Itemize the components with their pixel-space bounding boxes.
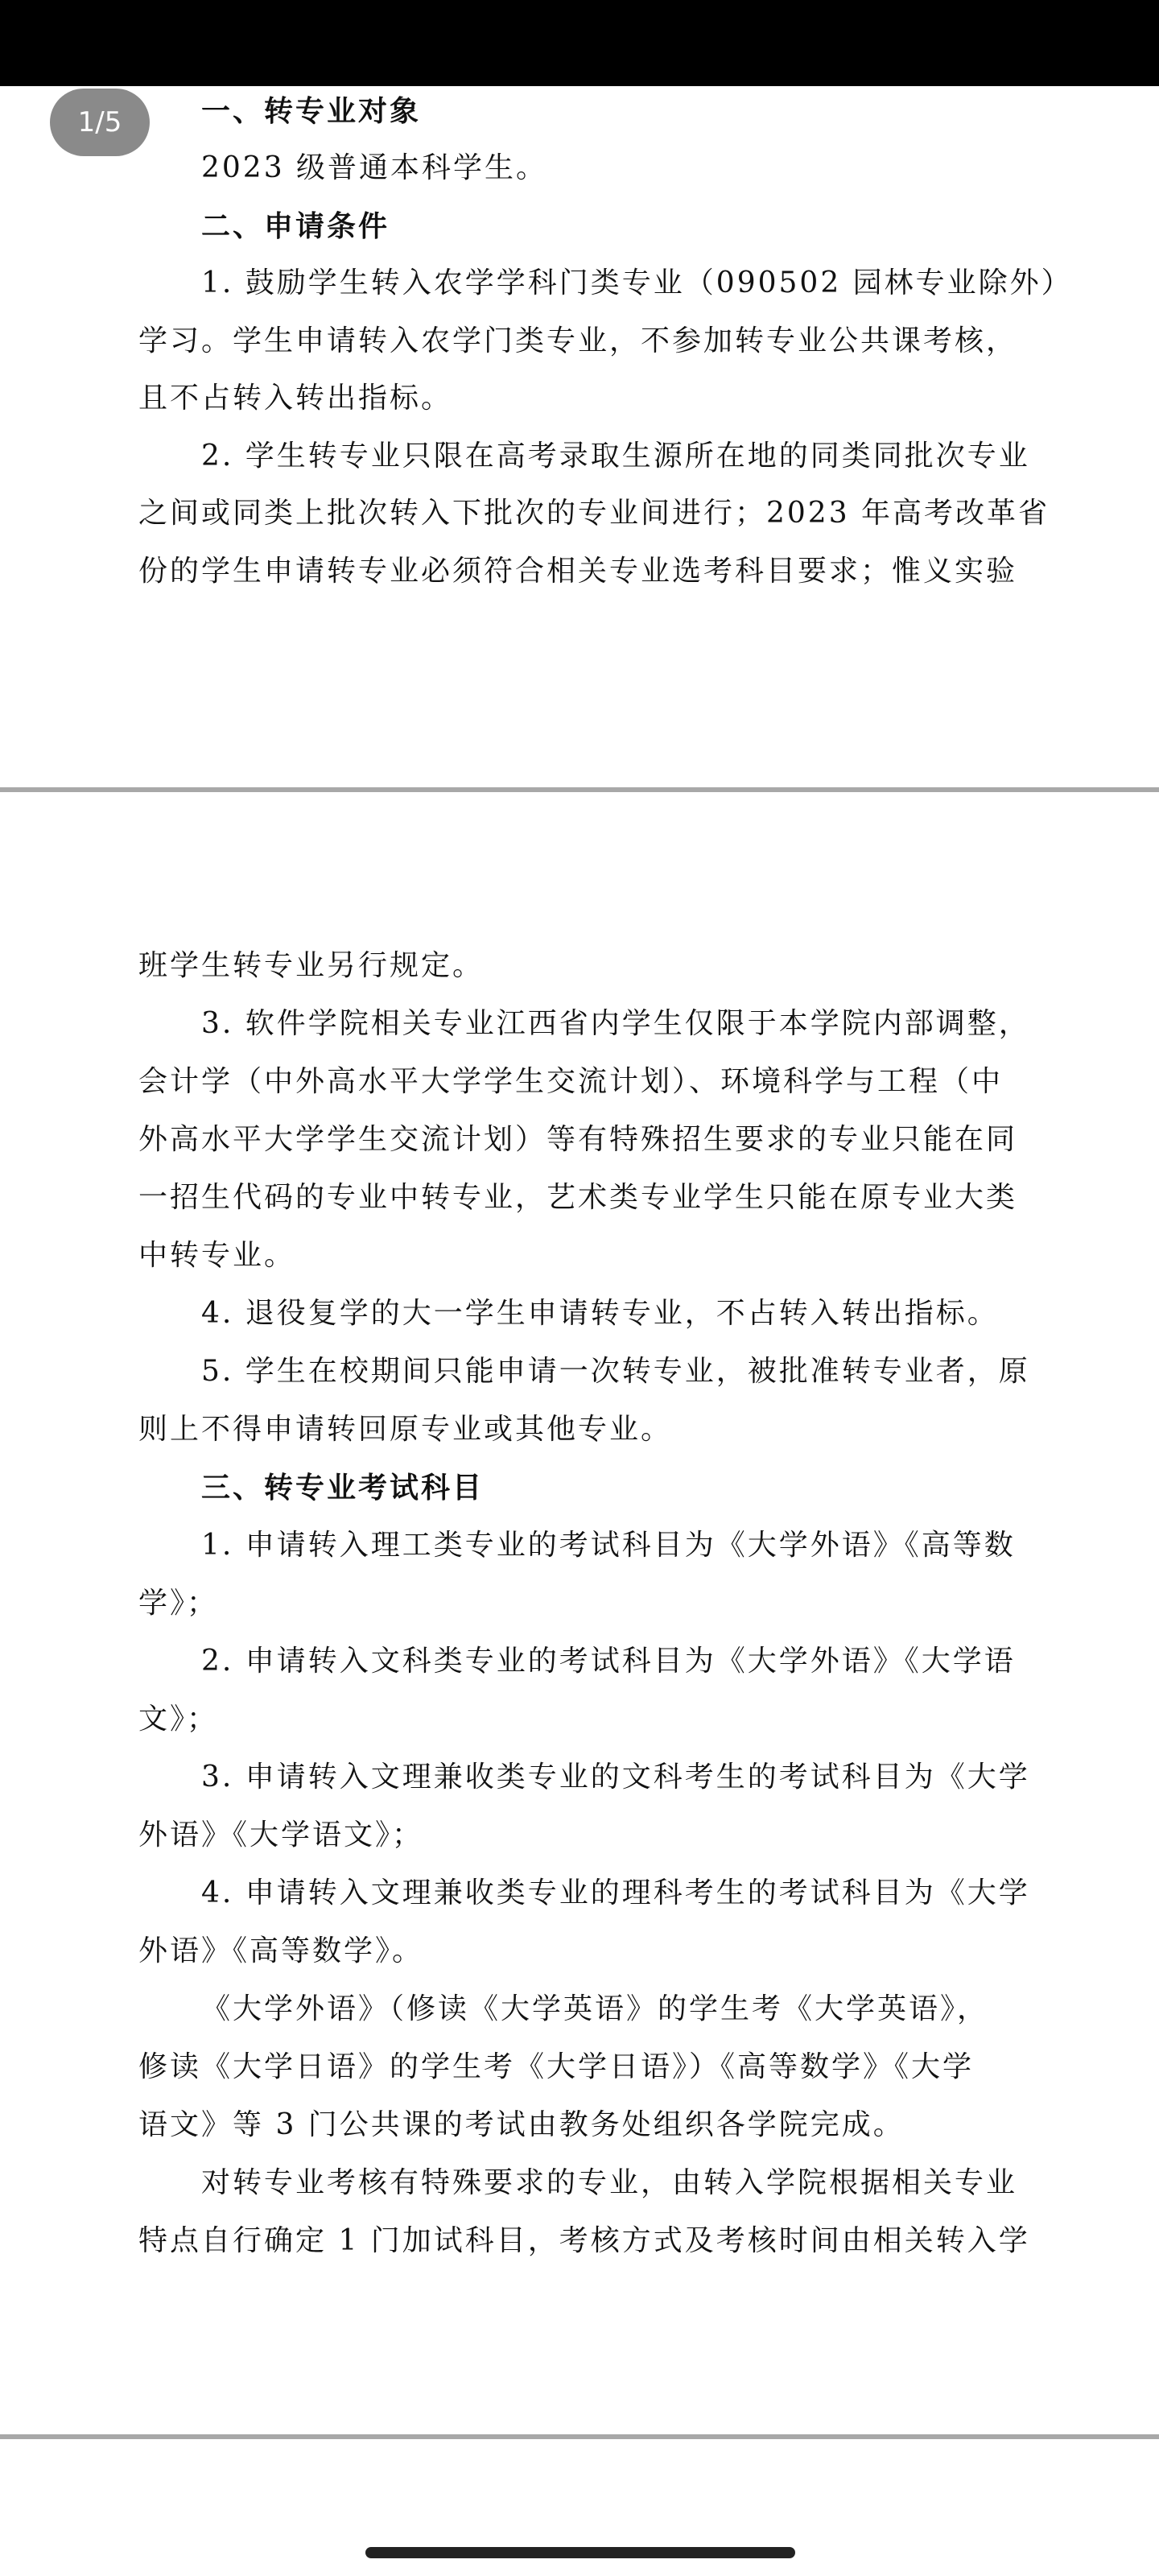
page-divider [0,787,1159,792]
paragraph-line: 修读《大学日语》的学生考《大学日语》）《高等数学》《大学 [138,2050,975,2083]
paragraph-line: 3. 申请转入文理兼收类专业的文科考生的考试科目为《大学 [201,1761,1030,1794]
paragraph-line: 之间或同类上批次转入下批次的专业间进行；2023 年高考改革省 [138,497,1050,530]
paragraph-line: 1. 申请转入理工类专业的考试科目为《大学外语》《高等数 [201,1529,1016,1562]
paragraph-line: 且不占转入转出指标。 [138,382,453,415]
paragraph-line: 外语》《大学语文》； [138,1818,424,1852]
paragraph-line: 《大学外语》（修读《大学英语》的学生考《大学英语》， [201,1992,989,2025]
paragraph-line: 语文》等 3 门公共课的考试由教务处组织各学院完成。 [138,2108,905,2141]
paragraph-line: 班学生转专业另行规定。 [138,949,485,982]
section-heading: 一、转专业对象 [201,94,422,128]
paragraph-line: 特点自行确定 1 门加试科目，考核方式及考核时间由相关转入学 [138,2224,1030,2257]
status-bar [0,0,1159,86]
paragraph-line: 3. 软件学院相关专业江西省内学生仅限于本学院内部调整， [201,1007,1030,1040]
paragraph-line: 对转专业考核有特殊要求的专业，由转入学院根据相关专业 [201,2166,1018,2199]
paragraph-line: 会计学（中外高水平大学学生交流计划）、环境科学与工程（中 [138,1065,1004,1098]
paragraph-line: 学习。学生申请转入农学门类专业，不参加转专业公共课考核， [138,324,1018,357]
paragraph-line: 4. 申请转入文理兼收类专业的理科考生的考试科目为《大学 [201,1876,1030,1909]
paragraph-line: 学》； [138,1587,219,1620]
paragraph-line: 2. 学生转专业只限在高考录取生源所在地的同类同批次专业 [201,440,1030,473]
paragraph-line: 中转专业。 [138,1239,296,1272]
paragraph-line: 1. 鼓励学生转入农学学科门类专业（090502 园林专业除外） [201,266,1073,299]
paragraph-line: 份的学生申请转专业必须符合相关专业选考科目要求；惟义实验 [138,555,1018,588]
paragraph-line: 外高水平大学学生交流计划）等有特殊招生要求的专业只能在同 [138,1123,1018,1156]
paragraph-line: 2. 申请转入文科类专业的考试科目为《大学外语》《大学语 [201,1645,1016,1678]
paragraph-line: 文》； [138,1703,219,1736]
paragraph-line: 外语》《高等数学》。 [138,1934,424,1967]
paragraph-line: 5. 学生在校期间只能申请一次转专业，被批准转专业者，原 [201,1355,1030,1388]
section-heading: 二、申请条件 [201,209,390,243]
paragraph-line: 4. 退役复学的大一学生申请转专业，不占转入转出指标。 [201,1297,999,1330]
paragraph-line: 则上不得申请转回原专业或其他专业。 [138,1413,673,1446]
page-indicator-badge: 1/5 [50,89,150,156]
paragraph-line: 一招生代码的专业中转专业，艺术类专业学生只能在原专业大类 [138,1181,1018,1214]
paragraph-line: 2023 级普通本科学生。 [201,151,548,184]
home-indicator[interactable] [365,2547,795,2558]
page-divider [0,2434,1159,2439]
section-heading: 三、转专业考试科目 [201,1471,485,1505]
